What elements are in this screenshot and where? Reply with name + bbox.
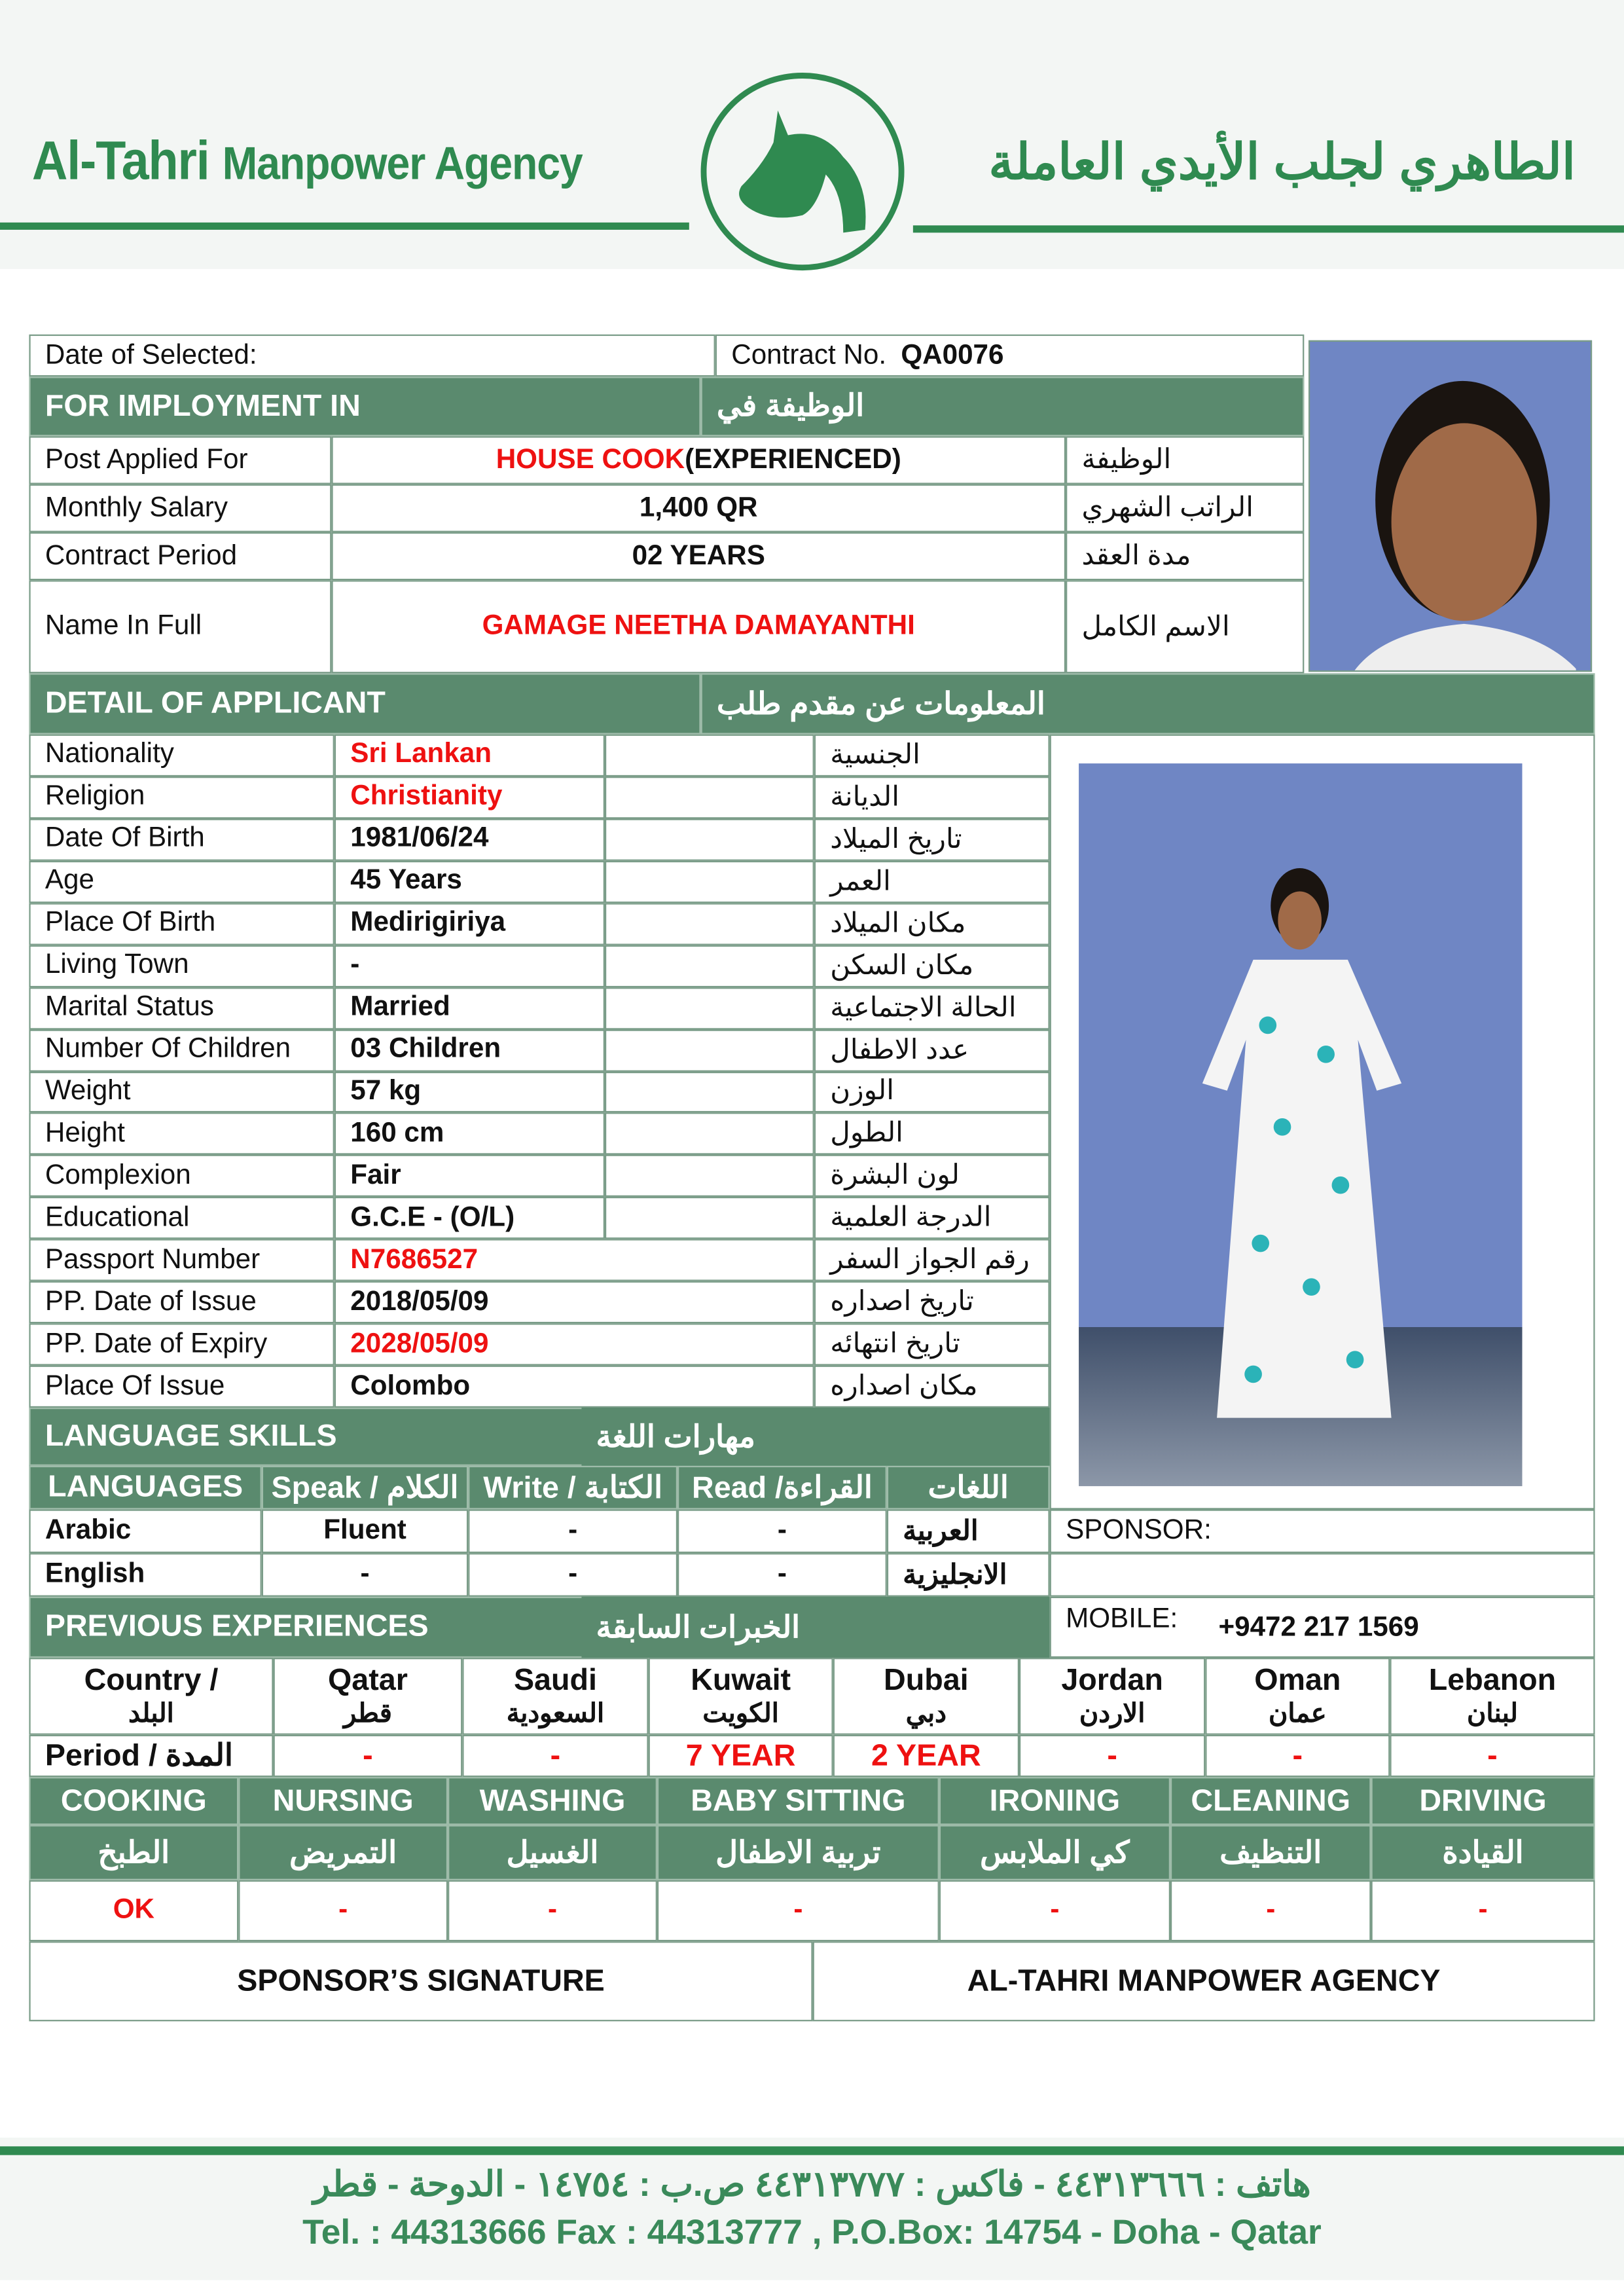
applicant-field-blank bbox=[605, 1155, 814, 1197]
skill-header-ar: التمريض bbox=[238, 1825, 448, 1880]
skill-header-ar: كي الملابس bbox=[939, 1825, 1170, 1880]
employment-section-header: FOR IMPLOYMENT IN bbox=[29, 376, 700, 436]
applicant-field-value: Colombo bbox=[334, 1366, 814, 1408]
employment-row-label: Post Applied For bbox=[29, 436, 331, 484]
employment-row-value bbox=[331, 532, 1066, 580]
applicant-field-label-ar: الوزن bbox=[814, 1071, 1050, 1113]
applicant-field-value: Married bbox=[334, 987, 605, 1029]
sponsor-label: SPONSOR: bbox=[1050, 1510, 1595, 1554]
country-header bbox=[274, 1658, 463, 1735]
applicant-field-label: Living Town bbox=[29, 945, 334, 987]
applicant-field-value: Fair bbox=[334, 1155, 605, 1197]
applicant-field-label: Weight bbox=[29, 1071, 334, 1113]
applicant-field-label: Passport Number bbox=[29, 1239, 334, 1281]
skill-value: OK bbox=[29, 1880, 238, 1941]
applicant-field-label: Nationality bbox=[29, 735, 334, 776]
employment-value-highlight: HOUSE COOK bbox=[496, 444, 685, 475]
country-header bbox=[1019, 1658, 1205, 1735]
country-name-ar: الاردن bbox=[1079, 1698, 1146, 1728]
applicant-field-label-ar: الحالة الاجتماعية bbox=[814, 987, 1050, 1029]
applicant-field-label: Date Of Birth bbox=[29, 818, 334, 860]
experience-period: 2 YEAR bbox=[833, 1735, 1019, 1777]
employment-row-value bbox=[331, 484, 1066, 532]
applicant-field-blank bbox=[605, 987, 814, 1029]
skill-value: - bbox=[1371, 1880, 1595, 1941]
skill-header: IRONING bbox=[939, 1777, 1170, 1825]
skill-header: COOKING bbox=[29, 1777, 238, 1825]
country-name-en: Dubai bbox=[884, 1664, 969, 1698]
header-rule-right bbox=[913, 225, 1624, 232]
horse-logo-icon bbox=[698, 70, 909, 274]
country-name-en: Kuwait bbox=[691, 1664, 791, 1698]
applicant-field-label: Place Of Birth bbox=[29, 903, 334, 945]
country-header bbox=[649, 1658, 833, 1735]
sponsor-value[interactable] bbox=[1050, 1553, 1595, 1597]
language-column-header: Read /القراءة bbox=[677, 1466, 887, 1510]
employment-row-label-ar: الراتب الشهري bbox=[1066, 484, 1304, 532]
employment-value: (EXPERIENCED) bbox=[685, 444, 901, 475]
employment-row-label: Monthly Salary bbox=[29, 484, 331, 532]
applicant-field-value: 160 cm bbox=[334, 1113, 605, 1155]
applicant-field-label-ar: الطول bbox=[814, 1113, 1050, 1155]
skill-header: CLEANING bbox=[1170, 1777, 1371, 1825]
skill-value: - bbox=[1170, 1880, 1371, 1941]
agency-logo-text-ar: الطاهري لجلب الأيدي العاملة bbox=[988, 135, 1576, 191]
applicant-field-value: - bbox=[334, 945, 605, 987]
language-cell: - bbox=[677, 1553, 887, 1597]
experience-period: 7 YEAR bbox=[649, 1735, 833, 1777]
language-cell: Fluent bbox=[262, 1510, 468, 1554]
applicant-field-label-ar: الدرجة العلمية bbox=[814, 1197, 1050, 1239]
country-name-ar: الكويت bbox=[702, 1698, 779, 1728]
applicant-field-value: 2028/05/09 bbox=[334, 1324, 814, 1366]
applicant-field-label-ar: رقم الجواز السفر bbox=[814, 1239, 1050, 1281]
applicant-field-label-ar: مكان اصداره bbox=[814, 1366, 1050, 1408]
footer-rule bbox=[0, 2146, 1624, 2155]
language-column-header: اللغات bbox=[887, 1466, 1050, 1510]
experience-section-header: PREVIOUS EXPERIENCES bbox=[29, 1597, 1049, 1658]
country-name-en: Qatar bbox=[327, 1664, 408, 1698]
language-cell: - bbox=[677, 1510, 887, 1554]
country-header bbox=[462, 1658, 648, 1735]
applicant-field-blank bbox=[605, 1197, 814, 1239]
applicant-field-label: Number Of Children bbox=[29, 1029, 334, 1071]
employment-value: 1,400 QR bbox=[639, 492, 758, 523]
country-header bbox=[1390, 1658, 1595, 1735]
agency-signature-field[interactable]: AL-TAHRI MANPOWER AGENCY bbox=[813, 1941, 1595, 2021]
applicant-field-label-ar: تاريخ اصداره bbox=[814, 1281, 1050, 1323]
applicant-field-blank bbox=[605, 1113, 814, 1155]
skill-value: - bbox=[238, 1880, 448, 1941]
skill-value: - bbox=[657, 1880, 939, 1941]
applicant-field-blank bbox=[605, 903, 814, 945]
skill-header: WASHING bbox=[448, 1777, 657, 1825]
experience-period: - bbox=[462, 1735, 648, 1777]
language-section-header: LANGUAGE SKILLS bbox=[29, 1408, 1049, 1466]
footer-contact-ar: هاتف : ٤٤٣١٣٦٦٦ - فاكس : ٤٤٣١٣٧٧٧ ص.ب : ١٤٧٥٤ - الدوحة - قطر bbox=[313, 2165, 1311, 2205]
employment-value: 02 YEARS bbox=[632, 540, 765, 571]
applicant-field-label-ar: لون البشرة bbox=[814, 1155, 1050, 1197]
experience-section-header-ar: الخبرات السابقة bbox=[581, 1597, 1049, 1658]
employment-section-header-ar: الوظيفة في bbox=[701, 376, 1305, 436]
applicant-field-value: Medirigiriya bbox=[334, 903, 605, 945]
experience-period: - bbox=[1019, 1735, 1205, 1777]
employment-row-label: Contract Period bbox=[29, 532, 331, 580]
applicant-field-label-ar: الديانة bbox=[814, 776, 1050, 818]
language-column-header: Write / الكتابة bbox=[468, 1466, 677, 1510]
agency-logo-text-en: Al-Tahri Manpower Agency bbox=[31, 131, 583, 192]
employment-row-value bbox=[331, 580, 1066, 673]
applicant-portrait-photo bbox=[1308, 340, 1592, 672]
language-cell: - bbox=[262, 1553, 468, 1597]
applicant-field-label-ar: مكان السكن bbox=[814, 945, 1050, 987]
skill-value: - bbox=[939, 1880, 1170, 1941]
employment-row-label-ar: الوظيفة bbox=[1066, 436, 1304, 484]
country-header bbox=[833, 1658, 1019, 1735]
experience-period: - bbox=[1390, 1735, 1595, 1777]
language-section-header-ar: مهارات اللغة bbox=[581, 1408, 1049, 1466]
country-header bbox=[29, 1658, 273, 1735]
sponsor-signature-field[interactable]: SPONSOR’S SIGNATURE bbox=[29, 1941, 812, 2021]
country-name-en: Saudi bbox=[513, 1664, 597, 1698]
applicant-field-value: N7686527 bbox=[334, 1239, 814, 1281]
contract-number-field bbox=[715, 335, 1305, 376]
country-name-ar: البلد bbox=[128, 1698, 174, 1728]
applicant-field-label: Place Of Issue bbox=[29, 1366, 334, 1408]
applicant-field-value: 45 Years bbox=[334, 860, 605, 902]
applicant-field-blank bbox=[605, 860, 814, 902]
applicant-section-header: DETAIL OF APPLICANT bbox=[29, 673, 700, 734]
skill-value: - bbox=[448, 1880, 657, 1941]
language-cell: - bbox=[468, 1553, 677, 1597]
applicant-field-blank bbox=[605, 818, 814, 860]
applicant-field-label-ar: عدد الاطفال bbox=[814, 1029, 1050, 1071]
language-cell: الانجليزية bbox=[887, 1553, 1050, 1597]
country-header bbox=[1205, 1658, 1390, 1735]
applicant-field-blank bbox=[605, 776, 814, 818]
country-name-ar: لبنان bbox=[1467, 1698, 1518, 1728]
country-name-en: Jordan bbox=[1061, 1664, 1163, 1698]
country-name-ar: قطر bbox=[343, 1698, 392, 1728]
skill-header: DRIVING bbox=[1371, 1777, 1595, 1825]
language-cell: Arabic bbox=[29, 1510, 261, 1554]
employment-row-value bbox=[331, 436, 1066, 484]
applicant-field-label: Complexion bbox=[29, 1155, 334, 1197]
language-cell: العربية bbox=[887, 1510, 1050, 1554]
skill-header-ar: التنظيف bbox=[1170, 1825, 1371, 1880]
mobile-number: +9472 217 1569 bbox=[1218, 1613, 1419, 1643]
country-name-en: Oman bbox=[1254, 1664, 1341, 1698]
applicant-field-label: PP. Date of Issue bbox=[29, 1281, 334, 1323]
applicant-field-label-ar: تاريخ الميلاد bbox=[814, 818, 1050, 860]
skill-header-ar: الغسيل bbox=[448, 1825, 657, 1880]
applicant-field-value: 1981/06/24 bbox=[334, 818, 605, 860]
experience-period: - bbox=[274, 1735, 463, 1777]
country-name-ar: عمان bbox=[1269, 1698, 1327, 1728]
applicant-field-value: 03 Children bbox=[334, 1029, 605, 1071]
applicant-field-value: 57 kg bbox=[334, 1071, 605, 1113]
skill-header: BABY SITTING bbox=[657, 1777, 939, 1825]
date-of-selected-label: Date of Selected: bbox=[29, 335, 715, 376]
employment-row-label: Name In Full bbox=[29, 580, 331, 673]
country-name-ar: دبي bbox=[905, 1698, 947, 1728]
mobile-field bbox=[1050, 1597, 1595, 1658]
applicant-field-label: Religion bbox=[29, 776, 334, 818]
experience-period: Period / المدة bbox=[29, 1735, 273, 1777]
language-column-header: LANGUAGES bbox=[29, 1466, 261, 1510]
applicant-field-label: Age bbox=[29, 860, 334, 902]
full-body-photo bbox=[1079, 763, 1522, 1486]
contract-number: QA0076 bbox=[901, 339, 1004, 371]
applicant-field-label: Marital Status bbox=[29, 987, 334, 1029]
applicant-field-label: Height bbox=[29, 1113, 334, 1155]
applicant-field-blank bbox=[605, 1029, 814, 1071]
applicant-field-label: Educational bbox=[29, 1197, 334, 1239]
language-cell: English bbox=[29, 1553, 261, 1597]
footer bbox=[0, 2138, 1624, 2280]
applicant-field-value: Christianity bbox=[334, 776, 605, 818]
applicant-field-label-ar: العمر bbox=[814, 860, 1050, 902]
applicant-field-label-ar: تاريخ انتهائه bbox=[814, 1324, 1050, 1366]
applicant-field-blank bbox=[605, 945, 814, 987]
applicant-field-blank bbox=[605, 1071, 814, 1113]
contract-label: Contract No. bbox=[731, 339, 887, 371]
country-name-ar: السعودية bbox=[506, 1698, 605, 1728]
header-rule-left bbox=[0, 223, 689, 230]
applicant-field-value: 2018/05/09 bbox=[334, 1281, 814, 1323]
skill-header-ar: الطبخ bbox=[29, 1825, 238, 1880]
applicant-field-value: G.C.E - (O/L) bbox=[334, 1197, 605, 1239]
country-name-en: Country / bbox=[84, 1664, 219, 1698]
applicant-field-label-ar: الجنسية bbox=[814, 735, 1050, 776]
applicant-field-label-ar: مكان الميلاد bbox=[814, 903, 1050, 945]
employment-row-label-ar: مدة العقد bbox=[1066, 532, 1304, 580]
employment-row-label-ar: الاسم الكامل bbox=[1066, 580, 1304, 673]
portrait-image bbox=[1324, 340, 1576, 672]
language-cell: - bbox=[468, 1510, 677, 1554]
country-name-en: Lebanon bbox=[1428, 1664, 1557, 1698]
applicant-field-value: Sri Lankan bbox=[334, 735, 605, 776]
applicant-field-label: PP. Date of Expiry bbox=[29, 1324, 334, 1366]
applicant-field-blank bbox=[605, 735, 814, 776]
full-body-image bbox=[1079, 763, 1522, 1486]
footer-contact-en: Tel. : 44313666 Fax : 44313777 , P.O.Box: 14754 - Doha - Qatar bbox=[302, 2213, 1322, 2253]
employment-value-highlight: GAMAGE NEETHA DAMAYANTHI bbox=[482, 610, 915, 642]
experience-period: - bbox=[1205, 1735, 1390, 1777]
full-body-photo-frame bbox=[1050, 735, 1595, 1510]
mobile-label: MOBILE: bbox=[1066, 1603, 1178, 1635]
skill-header: NURSING bbox=[238, 1777, 448, 1825]
applicant-section-header-ar: المعلومات عن مقدم طلب bbox=[701, 673, 1595, 734]
skill-header-ar: تربية الاطفال bbox=[657, 1825, 939, 1880]
language-column-header: Speak / الكلام bbox=[262, 1466, 468, 1510]
skill-header-ar: القيادة bbox=[1371, 1825, 1595, 1880]
